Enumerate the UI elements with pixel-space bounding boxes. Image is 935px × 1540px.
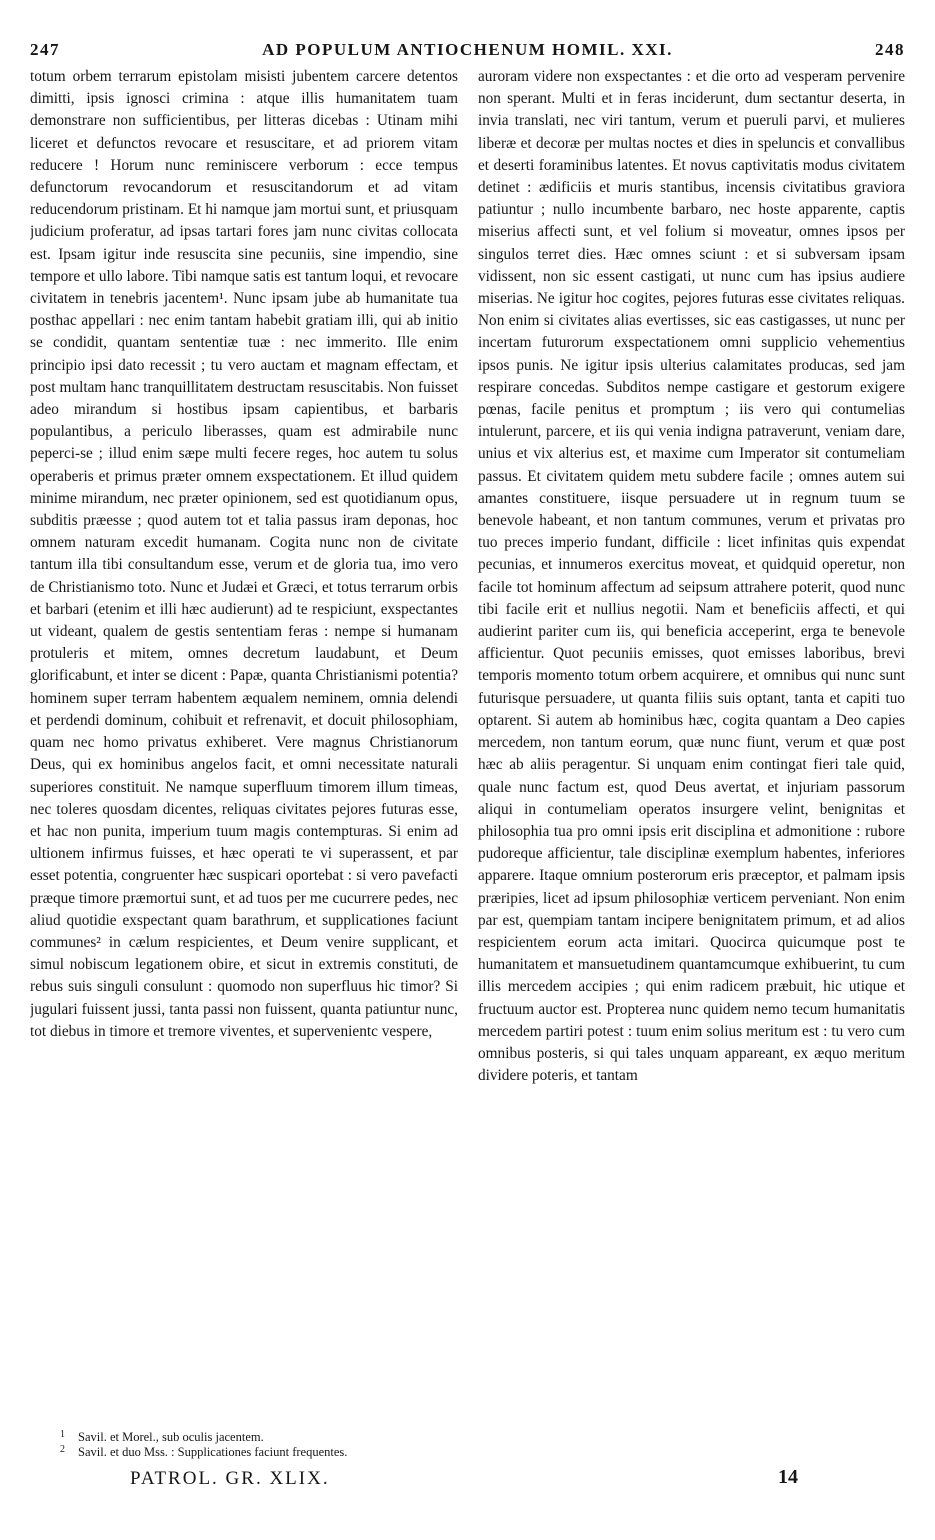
footnote-marker: 1	[60, 1429, 65, 1440]
running-head	[30, 40, 905, 64]
footnote	[60, 1445, 460, 1460]
right-column	[478, 66, 905, 1411]
footnote	[60, 1430, 460, 1445]
footnote-text: Savil. et duo Mss. : Supplicationes faciunt frequentes.	[78, 1445, 348, 1459]
running-title: AD POPULUM ANTIOCHENUM HOMIL. XXI.	[262, 40, 673, 59]
printer-signature: PATROL. GR. XLIX.	[130, 1468, 330, 1489]
footnotes	[60, 1430, 460, 1460]
page-number-right: 248	[875, 40, 905, 59]
footnote-text: Savil. et Morel., sub oculis jacentem.	[78, 1430, 264, 1444]
page-number-left: 247	[30, 40, 60, 59]
right-column-text: auroram videre non exspectantes : et die orto ad vesperam pervenire non sperant. Multi et in feras inciderunt, dum sectantur deserta, in invia translati, nec viri tantum, verum et pueruli parvi, et mulieres liberæ et decoræ per multas noctes et dies in speluncis et convallibus et deserti foraminibus latentes. Et novus captivitatis modus civitatem detinet : ædificiis et muris stantibus, incensis civitatibus graviora patiuntur ; nullo incumbente barbaro, nec hoste apparente, captis miserius affecti sunt, et vel folium si moveatur, omnes ipsos per singulos terret dies. Hæc omnes sciunt : et si subversam ipsam vidissent, non sic essent castigati, ut nunc cum has ipsius audiere miserias. Ne igitur hoc cogites, pejores futuras esse civitates reliquas. Non enim si civitates alias evertisses, sic eas castigasses, ut nunc per incertam futurorum exspectationem omni supplicio vehementius ipsos punis. Ne igitur ipsis ulterius calamitates producas, sed jam respirare concedas. Subditos nempe castigare et gestorum exigere pœnas, facile penitus et promptum ; iis vero qui contumelias intulerunt, parcere, et iis qui venia indigna patraverunt, veniam dare, unius et vix alterius est, et maxime cum Imperator sit contumeliam passus. Et civitatem quidem metu subdere facile ; omnes autem sui amantes constituere, iisque persuadere ut in regnum tuum se benevole habeant, et non tantum communes, verum et privatas pro tuo preces imperio fundant, difficile : licet infinitas quis expendat pecunias, et innumeros exercitus moveat, et quidquid operetur, non facile tot hominum affectum ad seipsum attrahere poterit, quod nunc tibi facile erit et nullius negotii. Nam et beneficiis affecti, et qui audierint pariter cum iis, qui beneficia acceperint, erga te benevole afficientur. Quot pecuniis emisses, quot emisses laboribus, brevi temporis momento totum orbem acquirere, et omnibus qui nunc sunt futurisque persuadere, ut quanta filiis suis optant, tanta et capiti tuo optarent. Si autem ab hominibus hæc, cogita quantam a Deo capies mercedem, non tantum eorum, quæ nunc fiunt, verum et quæ post hæc ab aliis peragentur. Si unquam enim contingat fieri tale quid, quale nunc factum est, quod Deus avertat, et injuriam passorum aliqui in contumeliam operatos insurgere velint, benignitas et philosophia tua pro omni ipsis erit disciplina et admonitione : rubore pudoreque afficientur, tale disciplinæ exemplum habentes, inferiores apparere. Itaque omnium posterorum eris præceptor, et palmam ipsis præripies, licet ad ipsum philosophiæ verticem perveniant. Non enim par est, quempiam tantam incipere benignitatem primum, et ad alios respicientem eorum acta imitari. Quocirca quicumque post te humanitatem et mansuetudinem quantamcumque exhibuerint, tu cum illis mercedem accipies ; qui enim radicem præbuit, hic utique et fructuum auctor est. Propterea nunc quidem nemo tecum humanitatis mercedem partiri potest : tuum enim solius meritum est : tu vero cum omnibus posteris, si qui tales unquam appareant, ex æquo meritum dividere poteris, et tantam	[478, 68, 905, 1085]
signature-number: 14	[778, 1466, 798, 1488]
footnote-marker: 2	[60, 1444, 65, 1455]
left-column-text: totum orbem terrarum epistolam misisti jubentem carcere detentos dimitti, ipsis ignosci crimina : atque illis humanitatem tuam demonstrare non sufficientibus, per litteras dicebas : Utinam mihi liceret et defunctos revocare et resuscitare, et ad priorem vitam reducere ! Horum nunc reminiscere verborum : ecce tempus defunctorum revocandorum et resuscitandorum et ad vitam reducendorum pristinam. Et hi namque jam mortui sunt, et priusquam judicium proferatur, ad ipsas tartari fores jam nunc civitas collocata est. Ipsam igitur inde resuscita sine pecuniis, sine impendio, sine tempore et ullo labore. Tibi namque satis est tantum loqui, et revocare civitatem in tenebris jacentem¹. Nunc ipsam jube ab humanitate tua posthac appellari : nec enim tantam habebit gratiam illi, qui ab initio se condidit, quantam sententiæ tuæ : nec immerito. Ille enim principio ipsi dato recessit ; tu vero auctam et magnam effectam, et post multam hanc tranquillitatem destructam resuscitabis. Non fuisset adeo mirandum si hostibus ipsam capientibus, et barbaris populantibus, a periculo liberasses, quam est admirabile nunc peperci-se ; illud enim sæpe multi fecere reges, hoc autem tu solus operaberis et primus præter omnem exspectationem. Et illud quidem minime mirandum, nec præter opinionem, sed est quotidianum opus, subditis præesse ; quod autem tot et talia passus iram deponas, hoc omnem naturam excedit humanam. Cogita nunc non de civitate tantum illa tibi consultandum esse, verum et de gloria tua, imo vero de Christianismo toto. Nunc et Judæi et Græci, et totus terrarum orbis et barbari (etenim et illi hæc audierunt) ad te respiciunt, exspectantes ut videant, qualem de gestis sententiam feras : nempe si humanam protuleris et mitem, omnes decretum laudabunt, et Deum glorificabunt, et inter se dicent : Papæ, quanta Christianismi potentia? hominem super terram habentem æqualem neminem, omnia delendi et perdendi dominum, cohibuit et refrenavit, et docuit philosophiam, quam nec homo privatus exhiberet. Vere magnus Christianorum Deus, qui ex hominibus angelos facit, et omni necessitate naturali superiores constituit. Ne namque superfluum timorem illum timeas, nec toleres quosdam dicentes, reliquas civitates pejores futuras esse, et hac non punita, imperium tuum magis contempturas. Si enim ad ultionem infirmus fuisses, et hæc operati te vi superassent, et par esset potentia, congruenter hæc suspicari oportebat : si vero pavefacti præque timore præmortui sunt, et ad tuos per me cucurrere pedes, nec aliud quotidie exspectant quam barathrum, et supplicationes faciunt communes² in cælum respicientes, et Deum venire supplicant, et simul nobiscum legationem obire, et sicut in extremis constituti, de rebus suis singuli consulunt : quomodo non superfluus hic timor? Si jugulari fuissent jussi, tanta passi non fuissent, quanta patiuntur nunc, tot diebus in timore et tremore viventes, et supervenientc vespere,	[30, 68, 458, 1040]
left-column	[30, 66, 458, 1411]
